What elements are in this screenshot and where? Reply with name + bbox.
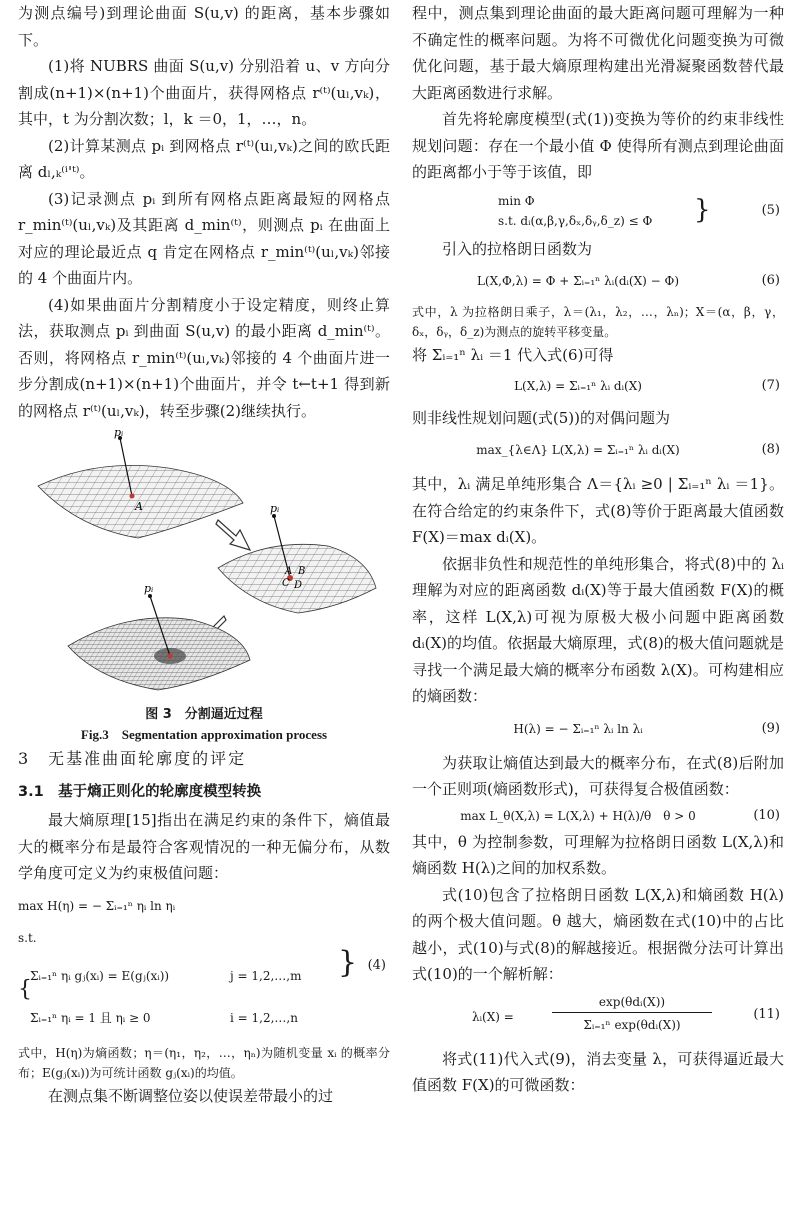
label-D: D — [294, 580, 303, 591]
eq7-number: (7) — [761, 377, 780, 393]
surface-mesh-1 — [38, 436, 243, 538]
label-A-2: A — [285, 566, 293, 577]
eq11-lhs: λᵢ(X) = — [472, 1009, 514, 1024]
paragraph-r8: 为获取让熵值达到最大的概率分布，在式(8)后附加一个正则项(熵函数形式)，可获得复合极值函数： — [412, 753, 784, 798]
eq4-line3-range: j = 1,2,…,m — [230, 968, 302, 983]
figure-3 — [18, 428, 390, 742]
eq11-numerator: exp(θdᵢ(X)) — [552, 992, 712, 1013]
left-column — [18, 0, 390, 1109]
note-eq4: 式中，H(η)为熵函数；η＝(η₁，η₂，…，ηₙ)为随机变量 xᵢ 的概率分布；E(gⱼ(xᵢ))为可统计函数 gⱼ(xᵢ)的均值。 — [18, 1045, 390, 1080]
eq5-line1: min Φ — [498, 193, 535, 208]
paragraph-r9: 其中，θ 为控制参数，可理解为拉格朗日函数 L(X,λ)和熵函数 H(λ)之间的加权系数。 — [412, 832, 784, 877]
equation-4 — [18, 893, 390, 1043]
label-p-2: pᵢ — [270, 502, 280, 515]
right-brace-icon: } — [694, 194, 711, 225]
paragraph-last-left: 在测点集不断调整位姿以使误差带最小的过 — [48, 1086, 334, 1105]
eq4-line2: s.t. — [18, 930, 37, 945]
step-1: (1)将 NUBRS 曲面 S(u,v) 分别沿着 u、v 方向分割成(n+1)×(n+1)个曲面片，获得网格点 r⁽ᵗ⁾(uₗ,vₖ)，其中，t 为分割次数；l，k ＝0，1，…，n。 — [18, 57, 390, 128]
segmentation-figure — [18, 428, 390, 696]
label-C: C — [282, 578, 290, 589]
paragraph-r4: 将 Σᵢ₌₁ⁿ λᵢ ＝1 代入式(6)可得 — [412, 346, 614, 364]
arrow-icon — [216, 520, 250, 550]
paragraph-r1: 程中，测点集到理论曲面的最大距离问题可理解为一种不确定性的概率问题。为将不可微优化问题变换为可微优化问题，基于最大熵原理构建出光滑凝聚函数替代最大距离函数进行求解。 — [412, 4, 784, 102]
section-3-heading: 3 无基准曲面轮廓度的评定 — [18, 749, 247, 768]
eq4-line4-range: i = 1,2,…,n — [230, 1010, 298, 1025]
paragraph-r2: 首先将轮廓度模型(式(1))变换为等价的约束非线性规划问题：存在一个最小值 Φ 使得所有测点到理论曲面的距离都小于等于该值，即 — [412, 110, 784, 181]
equation-7 — [412, 369, 784, 405]
eq8-number: (8) — [761, 442, 780, 457]
figure-caption-zh: 图 3 分割逼近过程 — [145, 706, 263, 722]
paragraph-r7: 依据非负性和规范性的单纯形集合，将式(8)中的 λᵢ 理解为对应的距离函数 dᵢ(X)等于最大值函数 F(X)的概率，这样 L(X,λ)可视为原极大极小问题中距离函数 dᵢ(X)的均值。依据最大熵原理，式(8)的极大值问题就是寻找一个满足最大熵的概率分布函数 λ(X)。可构建相应的熵函数： — [412, 554, 784, 705]
equation-11 — [412, 990, 784, 1046]
left-brace-icon: { — [18, 976, 32, 1002]
eq10-number: (10) — [753, 807, 780, 823]
paragraph-r11: 将式(11)代入式(9)，消去变量 λ，可获得逼近最大值函数 F(X)的可微函数： — [412, 1049, 784, 1094]
equation-9 — [412, 710, 784, 750]
equation-8 — [412, 431, 784, 471]
eq9-number: (9) — [761, 720, 780, 736]
eq7-text: L(X,λ) = Σᵢ₌₁ⁿ λᵢ dᵢ(X) — [514, 378, 642, 393]
paragraph-r3: 引入的拉格朗日函数为 — [442, 239, 593, 258]
step-3: (3)记录测点 pᵢ 到所有网格点距离最短的网格点 r_min⁽ᵗ⁾(uₗ,vₖ)及其距离 d_min⁽ᵗ⁾，则测点 pᵢ 在曲面上对应的理论最近点 q 肯定在网格点 r_min⁽ᵗ⁾(uₗ,vₖ)邻接的 4 个曲面片内。 — [18, 189, 390, 287]
paragraph-r6: 其中，λᵢ 满足单纯形集合 Λ＝{λᵢ ≥0 | Σᵢ₌₁ⁿ λᵢ ＝1}。在符合给定的约束条件下，式(8)等价于距离最大值函数 F(X)＝max dᵢ(X)。 — [412, 475, 784, 546]
equation-10 — [412, 803, 784, 829]
paragraph-r10: 式(10)包含了拉格朗日函数 L(X,λ)和熵函数 H(λ)的两个极大值问题。θ 越大，熵函数在式(10)中的占比越小，式(10)与式(8)的解越接近。根据微分法可计算出式(10)的一个解析解： — [412, 885, 784, 983]
eq9-text: H(λ) = − Σᵢ₌₁ⁿ λᵢ ln λᵢ — [513, 721, 643, 736]
label-B: B — [298, 566, 306, 577]
right-brace-icon: } — [338, 944, 358, 980]
eq4-line3: Σᵢ₌₁ⁿ ηᵢ gⱼ(xᵢ) = E(gⱼ(xᵢ)) — [30, 968, 170, 983]
eq10-text: max L_θ(X,λ) = L(X,λ) + H(λ)/θ θ > 0 — [460, 808, 696, 823]
paragraph-intro: 为测点编号)到理论曲面 S(u,v) 的距离，基本步骤如下。 — [18, 4, 390, 49]
equation-5 — [412, 190, 784, 234]
right-column — [412, 0, 784, 1099]
eq5-line2: s.t. dᵢ(α,β,γ,δₓ,δᵧ,δ_z) ≤ Φ — [498, 213, 653, 228]
label-A-1: A — [135, 500, 143, 513]
label-p-1: pᵢ — [114, 428, 124, 439]
eq6-text: L(X,Φ,λ) = Φ + Σᵢ₌₁ⁿ λᵢ(dᵢ(X) − Φ) — [476, 274, 680, 288]
eq4-line1: max H(η) = − Σᵢ₌₁ⁿ ηᵢ ln ηᵢ — [18, 898, 176, 913]
eq4-line4: Σᵢ₌₁ⁿ ηᵢ = 1 且 ηᵢ ≥ 0 — [30, 1010, 151, 1025]
eq6-number: (6) — [761, 273, 780, 288]
label-p-3: pᵢ — [144, 582, 154, 595]
paragraph-max-entropy: 最大熵原理[15]指出在满足约束的条件下，熵值最大的概率分布是最符合客观情况的一种无偏分布，从数学角度可定义为约束极值问题： — [18, 811, 390, 882]
note-eq6: 式中，λ 为拉格朗日乘子，λ＝(λ₁，λ₂，…，λₙ)；X＝(α，β，γ，δₓ，δᵧ，δ_z)为测点的旋转平移变量。 — [412, 305, 784, 339]
eq5-number: (5) — [761, 202, 780, 218]
surface-mesh-2 — [218, 514, 376, 613]
eq4-number: (4) — [367, 957, 386, 973]
step-2: (2)计算某测点 pᵢ 到网格点 r⁽ᵗ⁾(uₗ,vₖ)之间的欧氏距离 dₗ,ₖ⁽ⁱ'ᵗ⁾。 — [18, 136, 390, 181]
eq11-denominator: Σᵢ₌₁ⁿ exp(θdᵢ(X)) — [583, 1017, 681, 1032]
paragraph-r5: 则非线性规划问题(式(5))的对偶问题为 — [412, 408, 670, 427]
surface-mesh-3 — [68, 594, 250, 690]
equation-6 — [412, 262, 784, 302]
eq8-text: max_{λ∈Λ} L(X,λ) = Σᵢ₌₁ⁿ λᵢ dᵢ(X) — [476, 443, 680, 457]
step-4: (4)如果曲面片分割精度小于设定精度，则终止算法，获取测点 pᵢ 到曲面 S(u,v) 的最小距离 d_min⁽ᵗ⁾。否则，将网格点 r_min⁽ᵗ⁾(uₗ,vₖ)邻接的 4 个曲面片进一步分割成(n+1)×(n+1)个曲面片，并令 t←t+1 得到新的网格点 r⁽ᵗ⁾(uₗ,vₖ)，转至步骤(2)继续执行。 — [18, 295, 390, 420]
figure-caption-en: Fig.3 Segmentation approximation process — [80, 726, 328, 742]
eq11-fraction — [552, 992, 712, 1037]
section-3-1-heading: 3.1 基于熵正则化的轮廓度模型转换 — [18, 783, 262, 800]
eq11-number: (11) — [753, 1006, 780, 1022]
